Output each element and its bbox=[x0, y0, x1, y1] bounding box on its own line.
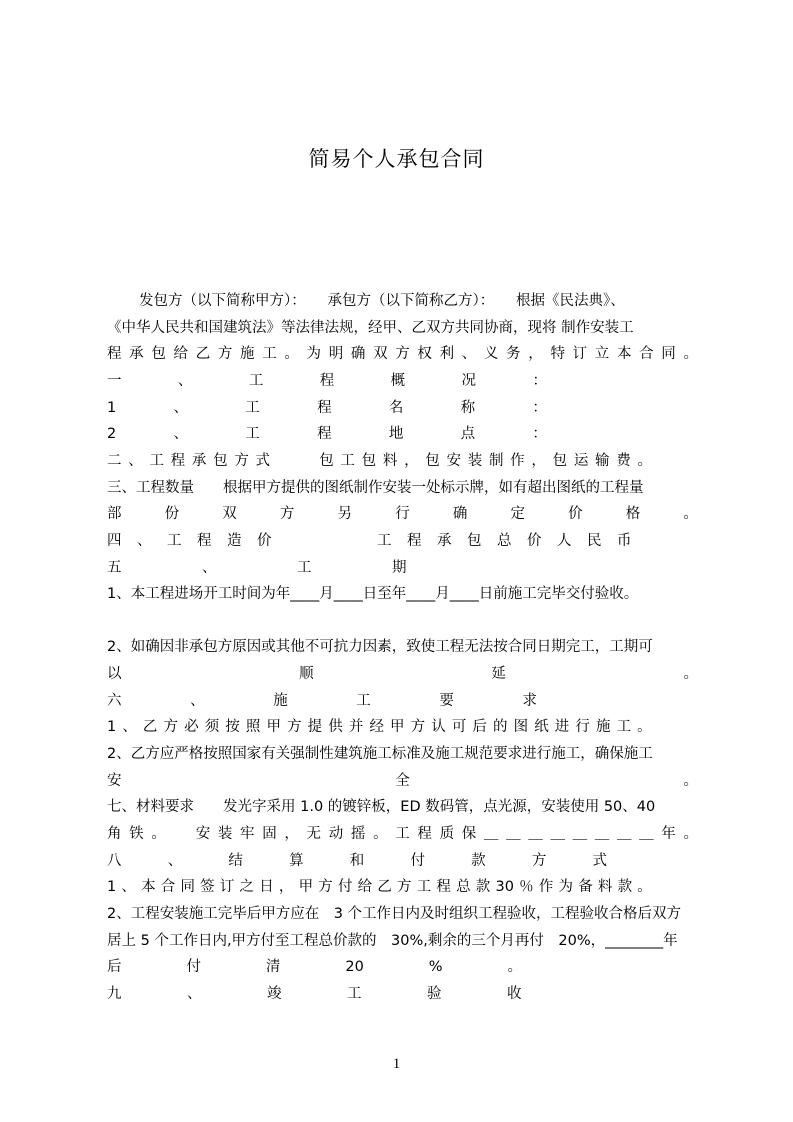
glyph: 工 bbox=[347, 986, 362, 1002]
glyph: 概 bbox=[390, 373, 406, 389]
glyph: 双 bbox=[373, 346, 388, 362]
section-5-item-1: 1、本工程进场开工时间为年____月____日至年____月____日前施工完毕交付验收。 bbox=[107, 586, 639, 602]
glyph: 30 bbox=[495, 879, 514, 895]
section-8-item-2: 2、工程安装施工完毕后甲方应在 3 个工作日内及时组织工程验收，工程验收合格后双方 bbox=[107, 906, 682, 922]
glyph: 份 bbox=[164, 506, 180, 522]
glyph: 格 bbox=[625, 506, 641, 522]
glyph: 1 bbox=[107, 879, 117, 895]
glyph: 式 bbox=[592, 853, 607, 869]
glyph: 币 bbox=[617, 533, 632, 549]
glyph: 的 bbox=[493, 719, 508, 735]
document-title: 简易个人承包合同 bbox=[308, 147, 485, 171]
glyph: 另 bbox=[337, 506, 353, 522]
glyph: 款 bbox=[471, 853, 486, 869]
glyph: 。 bbox=[637, 453, 652, 469]
glyph: 安 bbox=[195, 826, 211, 842]
glyph: 付 bbox=[186, 959, 201, 975]
glyph: 确 bbox=[350, 346, 366, 362]
glyph: 确 bbox=[452, 506, 468, 522]
section-3-line-1: 三、工程数量 根据甲方提供的图纸制作安装一处标示牌，如有超出图纸的工程量 bbox=[107, 480, 644, 496]
section-3-line-2 bbox=[107, 501, 698, 527]
glyph: 工 bbox=[149, 453, 164, 469]
glyph: 八 bbox=[107, 853, 122, 869]
glyph: 备 bbox=[578, 879, 593, 895]
glyph: 给 bbox=[357, 879, 373, 895]
glyph: 甲 bbox=[298, 879, 314, 895]
glyph: 日 bbox=[259, 879, 274, 895]
glyph: 价 bbox=[527, 533, 542, 549]
glyph: 作 bbox=[538, 879, 554, 895]
glyph: ＿ bbox=[506, 826, 521, 842]
glyph: 装 bbox=[217, 826, 233, 842]
glyph: 进 bbox=[554, 719, 570, 735]
glyph: 要 bbox=[439, 693, 454, 709]
glyph: 运 bbox=[573, 453, 589, 469]
glyph: 、 bbox=[121, 879, 136, 895]
section-1-item-1 bbox=[107, 395, 547, 421]
glyph: 制 bbox=[488, 453, 504, 469]
glyph: 四 bbox=[107, 533, 122, 549]
section-8-item-2-cont: 居上 5 个工作日内,甲方付至工程总价款的 30%,剩余的三个月再付 20%，________年 bbox=[107, 933, 678, 949]
section-8-item-1 bbox=[107, 874, 652, 900]
glyph: 、 bbox=[137, 533, 152, 549]
glyph: ： bbox=[532, 426, 547, 442]
glyph: 定 bbox=[510, 506, 525, 522]
glyph: 装 bbox=[467, 453, 483, 469]
glyph bbox=[277, 448, 292, 474]
glyph: 方 bbox=[279, 506, 295, 522]
glyph: 方 bbox=[234, 453, 249, 469]
glyph: 包 bbox=[319, 453, 334, 469]
section-4 bbox=[107, 528, 647, 554]
glyph: 。 bbox=[637, 879, 652, 895]
glyph: ＿ bbox=[639, 826, 654, 842]
section-6-item-1 bbox=[107, 714, 652, 740]
glyph: 工 bbox=[245, 400, 260, 416]
section-7-line-1: 七、材料要求 发光字采用 1.0 的镀锌板，ED 数码管，点光源，安装使用 50、40 bbox=[107, 799, 656, 815]
glyph bbox=[174, 821, 189, 847]
glyph: ＿ bbox=[550, 826, 565, 842]
glyph: 施 bbox=[240, 346, 255, 362]
glyph: 造 bbox=[227, 533, 242, 549]
glyph: ％ bbox=[519, 879, 534, 895]
glyph: 铁 bbox=[129, 826, 144, 842]
section-5-item-2: 2、如确因非承包方原因或其他不可抗力因素，致使工程无法按合同日期完工，工期可 bbox=[107, 639, 653, 655]
glyph: 清 bbox=[265, 959, 281, 975]
glyph: 价 bbox=[257, 533, 272, 549]
glyph: 安 bbox=[446, 453, 461, 469]
glyph: 。 bbox=[683, 773, 698, 789]
glyph: 包 bbox=[467, 533, 482, 549]
glyph: 工 bbox=[245, 426, 260, 442]
glyph: 双 bbox=[222, 506, 237, 522]
glyph: 作 bbox=[510, 453, 525, 469]
glyph: 承 bbox=[129, 346, 144, 362]
glyph: 、 bbox=[173, 426, 189, 442]
glyph: 工 bbox=[395, 826, 410, 842]
glyph: 竣 bbox=[267, 986, 282, 1002]
glyph: 程 bbox=[319, 373, 335, 389]
glyph: 方 bbox=[531, 853, 547, 869]
glyph: 图 bbox=[513, 719, 529, 735]
glyph: 九 bbox=[107, 986, 122, 1002]
glyph: 程 bbox=[317, 426, 332, 442]
glyph: 总 bbox=[456, 879, 471, 895]
glyph: 方 bbox=[395, 346, 410, 362]
glyph: 名 bbox=[388, 400, 404, 416]
glyph: 程 bbox=[407, 533, 422, 549]
glyph: 甲 bbox=[390, 719, 405, 735]
glyph: 结 bbox=[228, 853, 243, 869]
glyph: 顺 bbox=[299, 666, 314, 682]
section-6-heading bbox=[107, 688, 537, 714]
section-6-item-2: 2、乙方应严格按照国家有关强制性建筑施工标准及施工规范要求进行施工，确保施工 bbox=[107, 746, 653, 762]
glyph: 程 bbox=[317, 400, 332, 416]
glyph: 务 bbox=[506, 346, 521, 362]
section-8-heading bbox=[107, 848, 607, 874]
section-5-item-2-cont bbox=[107, 661, 698, 687]
glyph: ， bbox=[284, 826, 299, 842]
glyph: 收 bbox=[507, 986, 522, 1002]
glyph: 行 bbox=[575, 719, 590, 735]
glyph: ， bbox=[278, 879, 294, 895]
glyph: 1 bbox=[107, 719, 117, 735]
glyph: 方 bbox=[287, 719, 302, 735]
glyph: ， bbox=[531, 453, 546, 469]
glyph: ， bbox=[528, 346, 543, 362]
glyph: 照 bbox=[245, 719, 261, 735]
glyph: 五 bbox=[107, 560, 122, 576]
glyph: ＿ bbox=[594, 826, 610, 842]
glyph: 后 bbox=[472, 719, 487, 735]
glyph: ＿ bbox=[528, 826, 543, 842]
glyph: 称 bbox=[460, 400, 476, 416]
glyph: ， bbox=[404, 453, 419, 469]
glyph: 工 bbox=[616, 719, 632, 735]
section-2 bbox=[107, 448, 652, 474]
glyph: 料 bbox=[382, 453, 398, 469]
glyph: 角 bbox=[107, 826, 122, 842]
glyph: 。 bbox=[683, 826, 698, 842]
section-9-heading bbox=[107, 981, 587, 1007]
glyph: 施 bbox=[273, 693, 288, 709]
glyph: 工 bbox=[377, 533, 392, 549]
glyph: 乙 bbox=[142, 719, 158, 735]
glyph: 地 bbox=[388, 426, 404, 442]
glyph: 方 bbox=[410, 719, 426, 735]
glyph: 安 bbox=[107, 773, 122, 789]
glyph: 式 bbox=[255, 453, 271, 469]
glyph: 程 bbox=[170, 453, 186, 469]
glyph: 六 bbox=[107, 693, 122, 709]
glyph: 价 bbox=[568, 506, 583, 522]
glyph: 。 bbox=[373, 826, 388, 842]
glyph: 提 bbox=[307, 719, 323, 735]
glyph: 。 bbox=[151, 826, 166, 842]
glyph: ： bbox=[532, 400, 547, 416]
glyph: 立 bbox=[594, 346, 610, 362]
glyph: 和 bbox=[349, 853, 365, 869]
glyph: 工 bbox=[262, 346, 277, 362]
glyph: 付 bbox=[337, 879, 353, 895]
glyph: 供 bbox=[328, 719, 343, 735]
glyph: 、 bbox=[128, 453, 143, 469]
glyph: 包 bbox=[213, 453, 228, 469]
glyph: 民 bbox=[587, 533, 602, 549]
glyph: ＿ bbox=[616, 826, 632, 842]
glyph: 牢 bbox=[240, 826, 255, 842]
glyph: 。 bbox=[683, 666, 698, 682]
glyph: 包 bbox=[361, 453, 377, 469]
glyph: 包 bbox=[552, 453, 568, 469]
glyph: 施 bbox=[595, 719, 611, 735]
glyph: 权 bbox=[417, 346, 432, 362]
glyph: 。 bbox=[284, 346, 299, 362]
glyph: 工 bbox=[416, 879, 432, 895]
glyph: 须 bbox=[204, 719, 220, 735]
glyph: 可 bbox=[451, 719, 467, 735]
glyph: 摇 bbox=[350, 826, 366, 842]
glyph: 义 bbox=[483, 346, 499, 362]
glyph: 期 bbox=[392, 560, 407, 576]
glyph: 签 bbox=[200, 879, 215, 895]
glyph: 明 bbox=[328, 346, 344, 362]
glyph: 况 bbox=[461, 373, 477, 389]
glyph bbox=[298, 448, 313, 474]
glyph bbox=[317, 528, 332, 554]
glyph: 动 bbox=[328, 826, 344, 842]
glyph: 包 bbox=[425, 453, 440, 469]
glyph: 并 bbox=[348, 719, 364, 735]
glyph: 甲 bbox=[266, 719, 281, 735]
glyph: 程 bbox=[436, 879, 451, 895]
glyph: 行 bbox=[395, 506, 410, 522]
intro-line-3 bbox=[107, 341, 698, 367]
glyph: 之 bbox=[239, 879, 255, 895]
glyph: 利 bbox=[439, 346, 455, 362]
section-6-item-2-cont bbox=[107, 768, 698, 794]
glyph: 、 bbox=[461, 346, 477, 362]
glyph: 、 bbox=[202, 560, 217, 576]
glyph: 乙 bbox=[377, 879, 392, 895]
glyph: 点 bbox=[460, 426, 476, 442]
glyph bbox=[347, 528, 362, 554]
glyph: 验 bbox=[427, 986, 442, 1002]
glyph: 无 bbox=[306, 826, 322, 842]
glyph: 工 bbox=[297, 560, 312, 576]
glyph: 20 bbox=[345, 959, 364, 975]
glyph: 人 bbox=[557, 533, 572, 549]
glyph: 、 bbox=[177, 373, 193, 389]
glyph: 部 bbox=[107, 506, 122, 522]
glyph: 。 bbox=[683, 346, 698, 362]
glyph: 包 bbox=[151, 346, 166, 362]
glyph: 二 bbox=[107, 453, 122, 469]
glyph: 方 bbox=[397, 879, 412, 895]
glyph: 同 bbox=[180, 879, 195, 895]
glyph: 、 bbox=[187, 986, 202, 1002]
section-1-item-2 bbox=[107, 421, 547, 447]
glyph: 延 bbox=[491, 666, 506, 682]
glyph: 乙 bbox=[195, 346, 211, 362]
glyph: 款 bbox=[617, 879, 633, 895]
glyph: 合 bbox=[160, 879, 176, 895]
glyph: 、 bbox=[173, 400, 189, 416]
glyph: 订 bbox=[219, 879, 235, 895]
glyph: 本 bbox=[141, 879, 156, 895]
glyph: 算 bbox=[289, 853, 304, 869]
glyph: 款 bbox=[475, 879, 491, 895]
glyph: 总 bbox=[497, 533, 512, 549]
intro-line-2: 《中华人民共和国建筑法》等法律法规，经甲、乙双方共同协商，现将 制作安装工 bbox=[107, 320, 634, 336]
glyph: 、 bbox=[122, 719, 137, 735]
glyph: 为 bbox=[306, 346, 322, 362]
glyph: 求 bbox=[522, 693, 537, 709]
glyph: 一 bbox=[107, 373, 122, 389]
glyph: 合 bbox=[639, 346, 654, 362]
glyph: 2 bbox=[107, 426, 117, 442]
glyph: 质 bbox=[439, 826, 455, 842]
glyph: 、 bbox=[167, 853, 183, 869]
glyph: 必 bbox=[184, 719, 199, 735]
glyph: % bbox=[428, 959, 443, 975]
glyph: 全 bbox=[395, 773, 410, 789]
glyph: 工 bbox=[356, 693, 371, 709]
glyph: 承 bbox=[437, 533, 452, 549]
glyph: 本 bbox=[616, 346, 632, 362]
glyph: 。 bbox=[637, 719, 652, 735]
glyph: ＿ bbox=[483, 826, 499, 842]
glyph: 固 bbox=[262, 826, 277, 842]
glyph: 程 bbox=[197, 533, 212, 549]
glyph: 程 bbox=[107, 346, 122, 362]
section-7-line-2 bbox=[107, 821, 698, 847]
page-number: 1 bbox=[392, 1056, 401, 1072]
glyph: 工 bbox=[248, 373, 264, 389]
glyph: 后 bbox=[107, 959, 122, 975]
glyph: 认 bbox=[431, 719, 446, 735]
glyph: 年 bbox=[661, 826, 676, 842]
glyph: 费 bbox=[616, 453, 631, 469]
section-8-item-2-end bbox=[107, 954, 587, 980]
glyph: 特 bbox=[550, 346, 565, 362]
glyph: 按 bbox=[225, 719, 240, 735]
glyph bbox=[287, 528, 302, 554]
glyph: 工 bbox=[167, 533, 182, 549]
glyph: 以 bbox=[107, 666, 122, 682]
glyph: 工 bbox=[340, 453, 355, 469]
glyph: 经 bbox=[369, 719, 384, 735]
glyph: 程 bbox=[417, 826, 432, 842]
glyph: ＿ bbox=[572, 826, 588, 842]
section-5-heading bbox=[107, 555, 487, 581]
glyph: 料 bbox=[597, 879, 613, 895]
glyph: 1 bbox=[107, 400, 117, 416]
glyph: 方 bbox=[318, 879, 333, 895]
glyph: 方 bbox=[163, 719, 179, 735]
glyph: 。 bbox=[507, 959, 522, 975]
glyph: 承 bbox=[191, 453, 207, 469]
glyph: 保 bbox=[461, 826, 477, 842]
glyph: 同 bbox=[661, 346, 676, 362]
glyph: 纸 bbox=[534, 719, 549, 735]
glyph: 。 bbox=[683, 506, 698, 522]
glyph: 、 bbox=[190, 693, 205, 709]
intro-line-1: 发包方（以下简称甲方）： 承包方（以下简称乙方）： 根据《民法典》、 bbox=[139, 293, 625, 309]
section-1-heading bbox=[107, 368, 547, 394]
glyph: 方 bbox=[217, 346, 233, 362]
glyph: 输 bbox=[595, 453, 610, 469]
glyph: 给 bbox=[173, 346, 189, 362]
glyph: ： bbox=[532, 373, 547, 389]
glyph: 为 bbox=[558, 879, 573, 895]
glyph: 付 bbox=[410, 853, 425, 869]
glyph: 订 bbox=[572, 346, 588, 362]
